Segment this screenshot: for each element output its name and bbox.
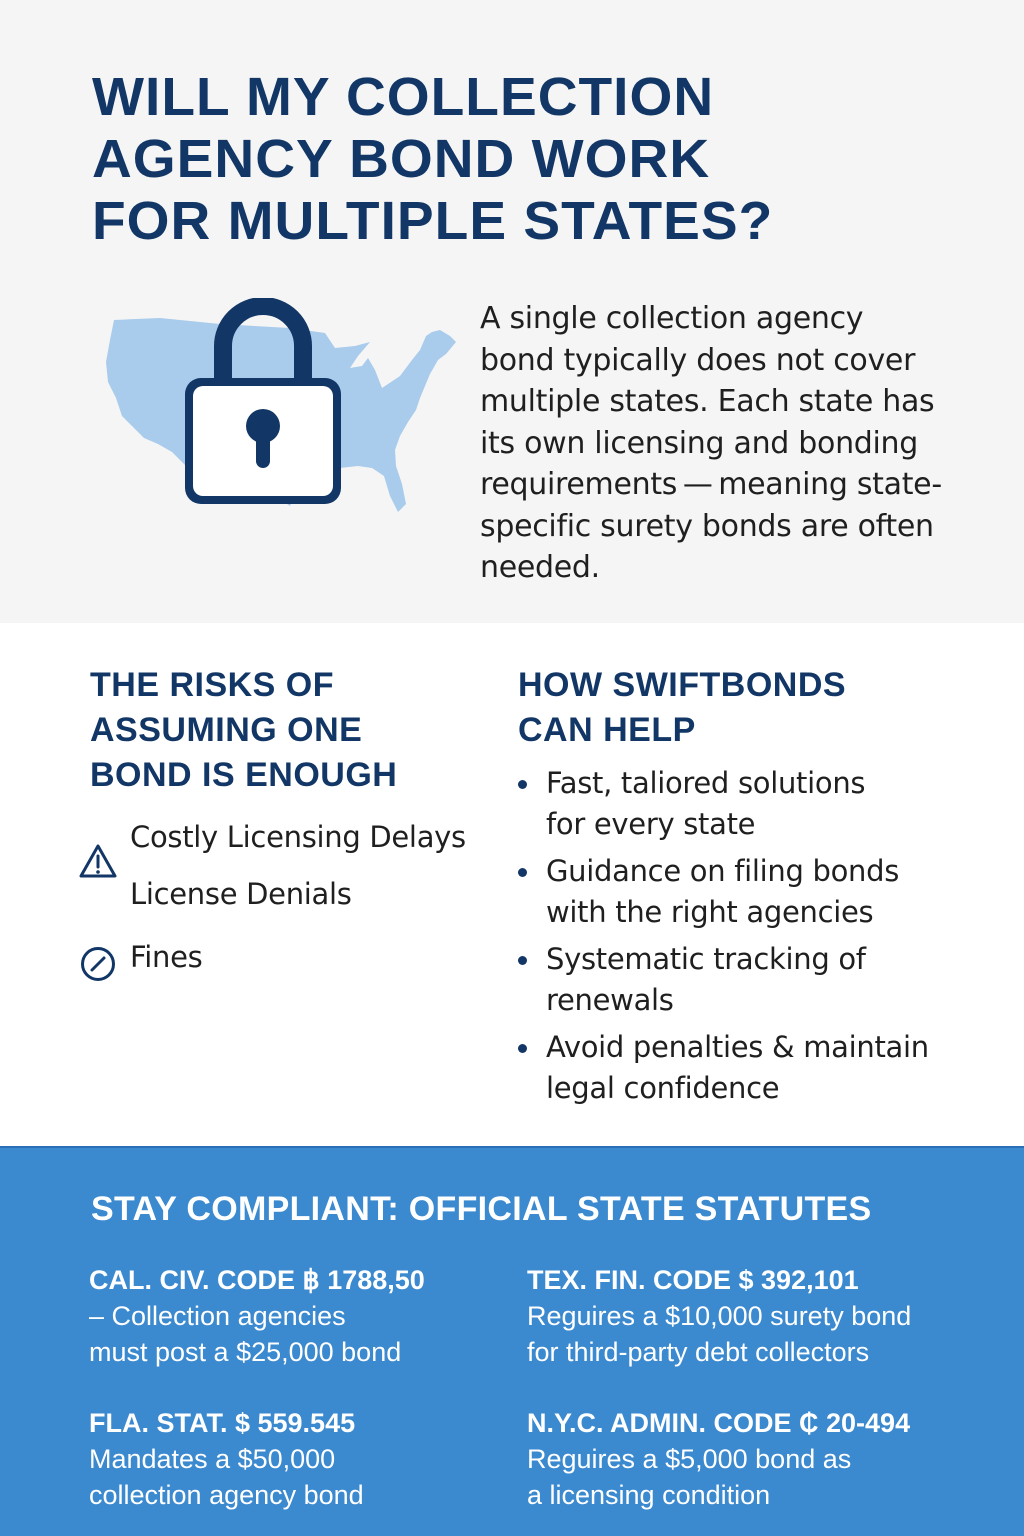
bullet-icon [518,956,527,965]
page-title [92,66,928,252]
item-line: with the right agencies [546,895,874,929]
statute-nyc [527,1405,947,1513]
us-map-padlock-illustration [100,298,460,538]
title-line: FOR MULTIPLE STATES? [92,191,774,251]
help-item-guidance [518,851,968,933]
intro-line: needed. [480,550,600,585]
statute-desc: – Collection agencies [89,1301,346,1331]
risk-item-delays: Costly Licensing Delays [130,820,466,854]
title-line: AGENCY BOND WORK [92,129,711,189]
item-line: renewals [546,983,674,1017]
intro-line: specific surety bonds are often [480,508,934,544]
statute-desc: for third-party debt collectors [527,1337,870,1367]
intro-line: A single collection agency [480,301,864,336]
help-item-tracking [518,939,968,1021]
statute-florida [89,1405,509,1513]
item-line: legal confidence [546,1071,780,1105]
risk-item-denials: License Denials [130,877,352,911]
intro-line: bond typically does not cover [480,342,916,378]
heading-line: BOND IS ENOUGH [90,756,398,794]
item-line: Fast, taliored solutions [546,766,866,800]
title-line: WILL MY COLLECTION [92,67,715,127]
statutes-section [0,1146,1024,1536]
prohibited-circle-icon [79,945,117,983]
statute-california [89,1262,509,1370]
heading-line: ASSUMING ONE [90,711,363,749]
heading-line: CAN HELP [518,711,696,749]
statute-desc: Reguires a $5,000 bond as [527,1444,852,1474]
risk-item-fines: Fines [130,940,203,974]
statute-desc: must post a $25,000 bond [89,1337,402,1367]
details-section [0,623,1024,1146]
item-line: Avoid penalties & maintain [546,1030,929,1064]
bullet-icon [518,1044,527,1053]
hero-section [0,0,1024,623]
statute-code: CAL. CIV. CODE ฿ 1788,50 [89,1265,425,1295]
item-line: Guidance on filing bonds [546,854,900,888]
help-item-solutions [518,763,968,845]
statute-texas [527,1262,947,1370]
statute-desc: a licensing condition [527,1480,771,1510]
heading-line: THE RISKS OF [90,666,335,704]
item-line: for every state [546,807,756,841]
statutes-title: STAY COMPLIANT: OFFICIAL STATE STATUTES [91,1190,872,1228]
help-item-penalties [518,1027,968,1109]
help-heading [518,663,846,753]
intro-line: multiple states. Each state has [480,384,935,419]
statute-code: N.Y.C. ADMIN. CODE ₵ 20-494 [527,1408,911,1438]
intro-line: its own licensing and bonding [480,425,919,461]
risks-heading [90,663,397,798]
item-line: Systematic tracking of [546,942,866,976]
statute-code: FLA. STAT. $ 559.545 [89,1408,356,1438]
bullet-icon [518,780,527,789]
statute-desc: collection agency bond [89,1480,364,1510]
help-list [518,763,968,1115]
bullet-icon [518,868,527,877]
statute-desc: Reguires a $10,000 surety bond [527,1301,912,1331]
warning-triangle-icon [78,841,118,881]
intro-paragraph [480,298,960,589]
statute-code: TEX. FIN. CODE $ 392,101 [527,1265,859,1295]
statute-desc: Mandates a $50,000 [89,1444,336,1474]
heading-line: HOW SWIFTBONDS [518,666,847,704]
intro-line: requirements — meaning state- [480,467,942,502]
